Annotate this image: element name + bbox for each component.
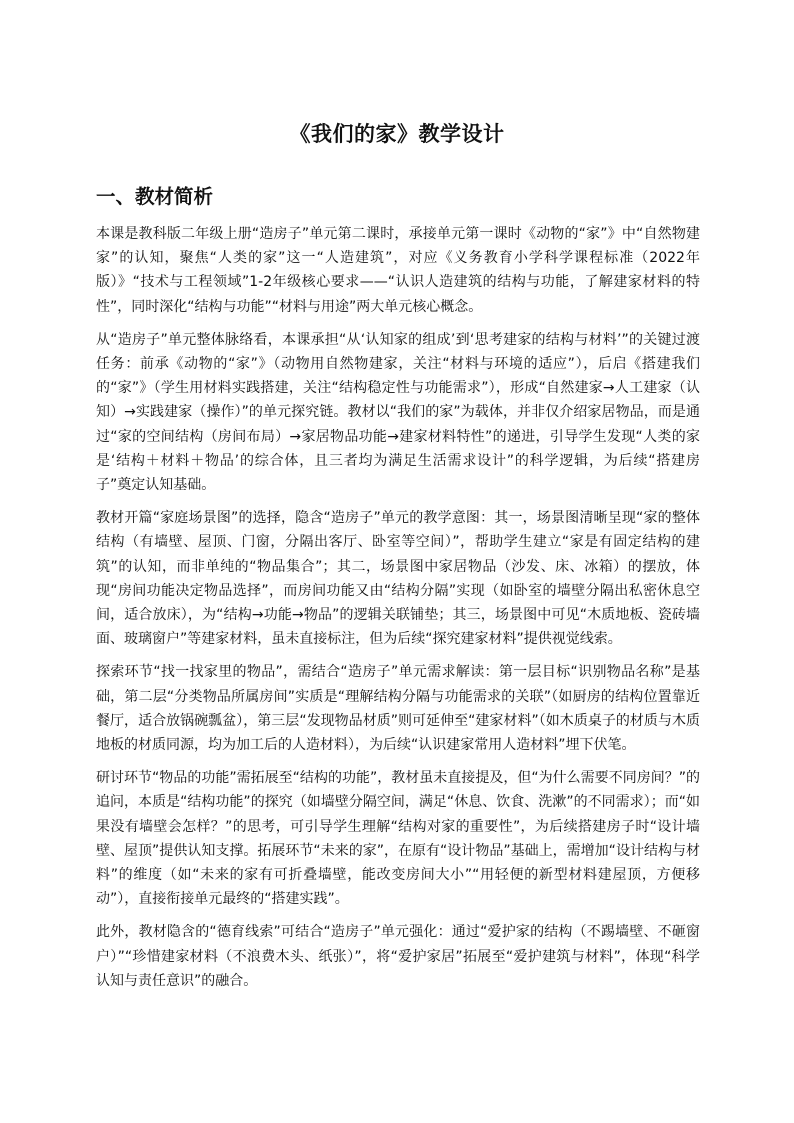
paragraph-2: 从“造房子”单元整体脉络看，本课承担“从‘认知家的组成’到‘思考建家的结构与材料’”的关键过渡任务：前承《动物的“家”》（动物用自然物建家，关注“材料与环境的适应”），后启《搭建我们的“家”》（学生用材料实践搭建，关注“结构稳定性与功能需求”），形成“自然建家→人工建家（认知）→实践建家（操作）”的单元探究链。教材以“我们的家”为载体，并非仅介绍家居物品，而是通过“家的空间结构（房间布局）→家居物品功能→建家材料特性”的递进，引导学生发现“人类的家是‘结构＋材料＋物品’的综合体，且三者均为满足生活需求设计”的科学逻辑，为后续“搭建房子”奠定认知基础。 — [96, 331, 700, 494]
paragraph-4: 探索环节“找一找家里的物品”，需结合“造房子”单元需求解读：第一层目标“识别物品名称”是基础，第二层“分类物品所属房间”实质是“理解结构分隔与功能需求的关联”（如厨房的结构位置靠近餐厅，适合放锅碗瓢盆），第三层“发现物品材质”则可延伸至“建家材料”（如木质桌子的材质与木质地板的材质同源，均为加工后的人造材料），为后续“认识建家常用人造材料”埋下伏笔。 — [96, 664, 700, 754]
paragraph-1: 本课是教科版二年级上册“造房子”单元第二课时，承接单元第一课时《动物的“家”》中“自然物建家”的认知，聚焦“人类的家”这一“人造建筑”，对应《义务教育小学科学课程标准（2022年版）》“技术与工程领域”1-2年级核心要求——“认识人造建筑的结构与功能，了解建家材料的特性”，同时深化“结构与功能”“材料与用途”两大单元核心概念。 — [96, 226, 700, 315]
section-body — [96, 222, 700, 1002]
paragraph-3: 教材开篇“家庭场景图”的选择，隐含“造房子”单元的教学意图：其一，场景图清晰呈现“家的整体结构（有墙壁、屋顶、门窗，分隔出客厅、卧室等空间）”，帮助学生建立“家是有固定结构的建筑”的认知，而非单纯的“物品集合”；其二，场景图中家居物品（沙发、床、冰箱）的摆放，体现“房间功能决定物品选择”，而房间功能又由“结构分隔”实现（如卧室的墙壁分隔出私密休息空间，适合放床），为“结构→功能→物品”的逻辑关联铺垫；其三，场景图中可见“木质地板、瓷砖墙面、玻璃窗户”等建家材料，虽未直接标注，但为后续“探究建家材料”提供视觉线索。 — [96, 510, 700, 648]
paragraph-6: 此外，教材隐含的“德育线索”可结合“造房子”单元强化：通过“爱护家的结构（不踢墙壁、不砸窗户）”“珍惜建家材料（不浪费木头、纸张）”，将“爱护家居”拓展至“爱护建筑与材料”，体现“科学认知与责任意识”的融合。 — [96, 924, 700, 989]
section-heading: 一、教材简析 — [96, 185, 214, 208]
paragraph-5: 研讨环节“物品的功能”需拓展至“结构的功能”，教材虽未直接提及，但“为什么需要不同房间？”的追问，本质是“结构功能”的探究（如墙壁分隔空间，满足“休息、饮食、洗漱”的不同需求）；而“如果没有墙壁会怎样？”的思考，可引导学生理解“结构对家的重要性”，为后续搭建房子时“设计墙壁、屋顶”提供认知支撑。拓展环节“未来的家”，在原有“设计物品”基础上，需增加“设计结构与材料”的维度（如“未来的家有可折叠墙壁，能改变房间大小”“用轻便的新型材料建屋顶，方便移动”），直接衔接单元最终的“搭建实践”。 — [96, 770, 700, 908]
document-title: 《我们的家》教学设计 — [289, 122, 505, 146]
